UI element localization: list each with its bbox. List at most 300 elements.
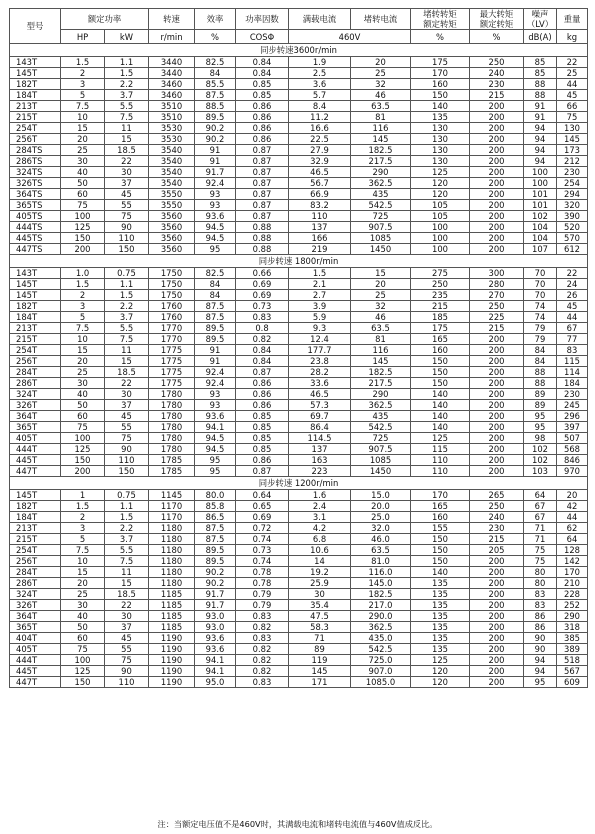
weight-cell: 45 — [557, 90, 588, 101]
power-factor-cell: 0.84 — [236, 68, 289, 79]
weight-cell: 24 — [557, 279, 588, 290]
locked-rotor-current-cell: 20.0 — [351, 501, 411, 512]
header-locked-rotor-current: 堵转电流 — [351, 9, 411, 30]
power-factor-cell: 0.84 — [236, 57, 289, 68]
efficiency-cell: 84 — [195, 68, 236, 79]
noise-cell: 88 — [524, 367, 557, 378]
table-row — [10, 356, 588, 367]
model-cell: 213T — [10, 523, 61, 534]
kw-cell: 11 — [105, 345, 149, 356]
speed-cell: 1780 — [149, 444, 195, 455]
hp-cell: 20 — [61, 578, 105, 589]
max-torque-cell: 215 — [470, 90, 524, 101]
noise-cell: 79 — [524, 323, 557, 334]
power-factor-cell: 0.82 — [236, 622, 289, 633]
efficiency-cell: 89.5 — [195, 112, 236, 123]
table-row — [10, 145, 588, 156]
efficiency-cell: 93 — [195, 200, 236, 211]
kw-cell: 45 — [105, 411, 149, 422]
kw-cell: 75 — [105, 211, 149, 222]
kw-cell: 5.5 — [105, 323, 149, 334]
model-cell: 444T — [10, 444, 61, 455]
speed-cell: 3510 — [149, 101, 195, 112]
kw-cell: 18.5 — [105, 367, 149, 378]
speed-cell: 1190 — [149, 655, 195, 666]
power-factor-cell: 0.86 — [236, 112, 289, 123]
locked-rotor-current-cell: 362.5 — [351, 400, 411, 411]
locked-rotor-torque-cell: 135 — [411, 589, 470, 600]
hp-cell: 20 — [61, 134, 105, 145]
noise-cell: 85 — [524, 68, 557, 79]
table-row — [10, 156, 588, 167]
kw-cell: 45 — [105, 633, 149, 644]
efficiency-cell: 91.7 — [195, 589, 236, 600]
full-load-current-cell: 8.4 — [289, 101, 351, 112]
locked-rotor-torque-cell: 140 — [411, 422, 470, 433]
noise-cell: 83 — [524, 600, 557, 611]
locked-rotor-torque-cell: 185 — [411, 312, 470, 323]
kw-cell: 75 — [105, 433, 149, 444]
locked-rotor-current-cell: 81 — [351, 334, 411, 345]
locked-rotor-current-cell: 116 — [351, 345, 411, 356]
model-cell: 182T — [10, 79, 61, 90]
max-torque-cell: 200 — [470, 589, 524, 600]
table-row — [10, 90, 588, 101]
max-torque-cell: 200 — [470, 644, 524, 655]
table-row — [10, 411, 588, 422]
full-load-current-cell: 28.2 — [289, 367, 351, 378]
hp-cell: 125 — [61, 222, 105, 233]
noise-cell: 101 — [524, 200, 557, 211]
weight-cell: 230 — [557, 167, 588, 178]
unit-noise: dB(A) — [524, 30, 557, 44]
noise-cell: 90 — [524, 644, 557, 655]
locked-rotor-torque-cell: 235 — [411, 290, 470, 301]
full-load-current-cell: 35.4 — [289, 600, 351, 611]
noise-cell: 94 — [524, 134, 557, 145]
full-load-current-cell: 12.4 — [289, 334, 351, 345]
max-torque-cell: 200 — [470, 112, 524, 123]
table-row — [10, 455, 588, 466]
table-row — [10, 167, 588, 178]
table-row — [10, 444, 588, 455]
full-load-current-cell: 114.5 — [289, 433, 351, 444]
hp-cell: 40 — [61, 611, 105, 622]
header-efficiency: 效率 — [195, 9, 236, 30]
locked-rotor-torque-cell: 140 — [411, 411, 470, 422]
full-load-current-cell: 86.4 — [289, 422, 351, 433]
efficiency-cell: 90.2 — [195, 123, 236, 134]
table-row — [10, 644, 588, 655]
noise-cell: 67 — [524, 512, 557, 523]
full-load-current-cell: 71 — [289, 633, 351, 644]
locked-rotor-current-cell: 46 — [351, 312, 411, 323]
max-torque-cell: 200 — [470, 567, 524, 578]
hp-cell: 60 — [61, 633, 105, 644]
efficiency-cell: 91.7 — [195, 167, 236, 178]
noise-cell: 84 — [524, 356, 557, 367]
noise-cell: 80 — [524, 567, 557, 578]
hp-cell: 15 — [61, 567, 105, 578]
table-row — [10, 211, 588, 222]
unit-cos-phi: COSΦ — [236, 30, 289, 44]
speed-cell: 3560 — [149, 211, 195, 222]
noise-cell: 103 — [524, 466, 557, 477]
power-factor-cell: 0.87 — [236, 211, 289, 222]
efficiency-cell: 94.5 — [195, 222, 236, 233]
weight-cell: 128 — [557, 545, 588, 556]
hp-cell: 40 — [61, 389, 105, 400]
max-torque-cell: 200 — [470, 101, 524, 112]
weight-cell: 173 — [557, 145, 588, 156]
table-row — [10, 677, 588, 688]
locked-rotor-current-cell: 25 — [351, 290, 411, 301]
hp-cell: 25 — [61, 145, 105, 156]
noise-cell: 94 — [524, 666, 557, 677]
unit-hp: HP — [61, 30, 105, 44]
table-row — [10, 189, 588, 200]
locked-rotor-torque-cell: 140 — [411, 389, 470, 400]
locked-rotor-torque-cell: 175 — [411, 57, 470, 68]
max-torque-cell: 200 — [470, 134, 524, 145]
power-factor-cell: 0.85 — [236, 411, 289, 422]
locked-rotor-torque-cell: 120 — [411, 677, 470, 688]
weight-cell: 252 — [557, 600, 588, 611]
kw-cell: 7.5 — [105, 334, 149, 345]
efficiency-cell: 94.5 — [195, 233, 236, 244]
model-cell: 143T — [10, 57, 61, 68]
model-cell: 215T — [10, 112, 61, 123]
full-load-current-cell: 46.5 — [289, 389, 351, 400]
hp-cell: 200 — [61, 244, 105, 255]
weight-cell: 26 — [557, 290, 588, 301]
full-load-current-cell: 1.5 — [289, 268, 351, 279]
model-cell: 143T — [10, 268, 61, 279]
kw-cell: 150 — [105, 244, 149, 255]
efficiency-cell: 90.2 — [195, 134, 236, 145]
kw-cell: 22 — [105, 378, 149, 389]
max-torque-cell: 240 — [470, 512, 524, 523]
locked-rotor-torque-cell: 150 — [411, 90, 470, 101]
locked-rotor-torque-cell: 110 — [411, 466, 470, 477]
weight-cell: 115 — [557, 356, 588, 367]
weight-cell: 570 — [557, 233, 588, 244]
kw-cell: 3.7 — [105, 90, 149, 101]
kw-cell: 18.5 — [105, 589, 149, 600]
kw-cell: 30 — [105, 167, 149, 178]
hp-cell: 50 — [61, 178, 105, 189]
locked-rotor-current-cell: 182.5 — [351, 589, 411, 600]
max-torque-cell: 200 — [470, 655, 524, 666]
locked-rotor-torque-cell: 100 — [411, 222, 470, 233]
model-cell: 405T — [10, 433, 61, 444]
hp-cell: 7.5 — [61, 101, 105, 112]
speed-cell: 1760 — [149, 301, 195, 312]
locked-rotor-current-cell: 290 — [351, 167, 411, 178]
table-row — [10, 501, 588, 512]
power-factor-cell: 0.87 — [236, 466, 289, 477]
locked-rotor-torque-cell: 160 — [411, 345, 470, 356]
max-torque-cell: 200 — [470, 345, 524, 356]
locked-rotor-current-cell: 217.0 — [351, 600, 411, 611]
table-row — [10, 345, 588, 356]
noise-cell: 89 — [524, 389, 557, 400]
table-row — [10, 655, 588, 666]
kw-cell: 110 — [105, 233, 149, 244]
hp-cell: 75 — [61, 200, 105, 211]
kw-cell: 37 — [105, 178, 149, 189]
hp-cell: 2 — [61, 290, 105, 301]
efficiency-cell: 91 — [195, 145, 236, 156]
kw-cell: 2.2 — [105, 523, 149, 534]
speed-cell: 3540 — [149, 178, 195, 189]
hp-cell: 7.5 — [61, 323, 105, 334]
locked-rotor-torque-cell: 130 — [411, 145, 470, 156]
locked-rotor-current-cell: 362.5 — [351, 622, 411, 633]
model-cell: 324TS — [10, 167, 61, 178]
hp-cell: 25 — [61, 367, 105, 378]
efficiency-cell: 89.5 — [195, 334, 236, 345]
kw-cell: 2.2 — [105, 79, 149, 90]
power-factor-cell: 0.86 — [236, 378, 289, 389]
speed-cell: 3540 — [149, 145, 195, 156]
hp-cell: 60 — [61, 411, 105, 422]
kw-cell: 11 — [105, 567, 149, 578]
table-row — [10, 101, 588, 112]
table-row — [10, 611, 588, 622]
speed-cell: 1760 — [149, 312, 195, 323]
unit-rpm: r/min — [149, 30, 195, 44]
weight-cell: 170 — [557, 567, 588, 578]
power-factor-cell: 0.64 — [236, 490, 289, 501]
noise-cell: 98 — [524, 433, 557, 444]
power-factor-cell: 0.86 — [236, 455, 289, 466]
full-load-current-cell: 110 — [289, 211, 351, 222]
speed-cell: 1145 — [149, 490, 195, 501]
hp-cell: 3 — [61, 523, 105, 534]
max-torque-cell: 240 — [470, 68, 524, 79]
table-row — [10, 622, 588, 633]
model-cell: 213T — [10, 101, 61, 112]
noise-cell: 74 — [524, 301, 557, 312]
kw-cell: 55 — [105, 644, 149, 655]
table-row — [10, 222, 588, 233]
efficiency-cell: 90.2 — [195, 578, 236, 589]
section-header-row — [10, 255, 588, 268]
efficiency-cell: 89.5 — [195, 556, 236, 567]
weight-cell: 390 — [557, 211, 588, 222]
weight-cell: 77 — [557, 334, 588, 345]
noise-cell: 89 — [524, 400, 557, 411]
locked-rotor-current-cell: 907.5 — [351, 222, 411, 233]
max-torque-cell: 200 — [470, 422, 524, 433]
noise-cell: 95 — [524, 411, 557, 422]
speed-cell: 1180 — [149, 556, 195, 567]
max-torque-cell: 200 — [470, 200, 524, 211]
efficiency-cell: 92.4 — [195, 178, 236, 189]
efficiency-cell: 93 — [195, 400, 236, 411]
locked-rotor-current-cell: 32.0 — [351, 523, 411, 534]
hp-cell: 150 — [61, 455, 105, 466]
full-load-current-cell: 3.9 — [289, 301, 351, 312]
kw-cell: 1.5 — [105, 512, 149, 523]
speed-cell: 1190 — [149, 633, 195, 644]
power-factor-cell: 0.69 — [236, 279, 289, 290]
speed-cell: 3510 — [149, 112, 195, 123]
header-rated-power: 额定功率 — [61, 9, 149, 30]
full-load-current-cell: 5.7 — [289, 90, 351, 101]
max-torque-cell: 270 — [470, 290, 524, 301]
power-factor-cell: 0.86 — [236, 101, 289, 112]
unit-efficiency: % — [195, 30, 236, 44]
kw-cell: 110 — [105, 455, 149, 466]
hp-cell: 2 — [61, 512, 105, 523]
speed-cell: 1180 — [149, 545, 195, 556]
table-row — [10, 578, 588, 589]
hp-cell: 100 — [61, 433, 105, 444]
speed-cell: 1180 — [149, 523, 195, 534]
hp-cell: 50 — [61, 400, 105, 411]
model-cell: 286T — [10, 578, 61, 589]
efficiency-cell: 91 — [195, 345, 236, 356]
power-factor-cell: 0.84 — [236, 356, 289, 367]
locked-rotor-torque-cell: 135 — [411, 112, 470, 123]
locked-rotor-current-cell: 46 — [351, 90, 411, 101]
full-load-current-cell: 16.6 — [289, 123, 351, 134]
model-cell: 365T — [10, 422, 61, 433]
weight-cell: 67 — [557, 323, 588, 334]
kw-cell: 0.75 — [105, 490, 149, 501]
table-row — [10, 123, 588, 134]
locked-rotor-current-cell: 25 — [351, 68, 411, 79]
power-factor-cell: 0.88 — [236, 233, 289, 244]
locked-rotor-torque-cell: 125 — [411, 167, 470, 178]
power-factor-cell: 0.86 — [236, 134, 289, 145]
header-speed: 转速 — [149, 9, 195, 30]
locked-rotor-torque-cell: 105 — [411, 211, 470, 222]
table-row — [10, 68, 588, 79]
full-load-current-cell: 177.7 — [289, 345, 351, 356]
weight-cell: 385 — [557, 633, 588, 644]
kw-cell: 22 — [105, 600, 149, 611]
hp-cell: 2 — [61, 68, 105, 79]
speed-cell: 1780 — [149, 400, 195, 411]
locked-rotor-current-cell: 1085.0 — [351, 677, 411, 688]
locked-rotor-current-cell: 435.0 — [351, 633, 411, 644]
efficiency-cell: 95 — [195, 466, 236, 477]
locked-rotor-torque-cell: 130 — [411, 123, 470, 134]
hp-cell: 125 — [61, 666, 105, 677]
model-cell: 184T — [10, 312, 61, 323]
power-factor-cell: 0.86 — [236, 389, 289, 400]
kw-cell: 5.5 — [105, 545, 149, 556]
full-load-current-cell: 137 — [289, 444, 351, 455]
locked-rotor-current-cell: 217.5 — [351, 378, 411, 389]
full-load-current-cell: 166 — [289, 233, 351, 244]
locked-rotor-current-cell: 725.0 — [351, 655, 411, 666]
hp-cell: 150 — [61, 677, 105, 688]
weight-cell: 44 — [557, 79, 588, 90]
full-load-current-cell: 171 — [289, 677, 351, 688]
hp-cell: 1.5 — [61, 57, 105, 68]
speed-cell: 1190 — [149, 644, 195, 655]
speed-cell: 1170 — [149, 512, 195, 523]
power-factor-cell: 0.85 — [236, 90, 289, 101]
max-torque-cell: 200 — [470, 633, 524, 644]
max-torque-cell: 200 — [470, 378, 524, 389]
max-torque-cell: 200 — [470, 123, 524, 134]
kw-cell: 15 — [105, 134, 149, 145]
kw-cell: 1.5 — [105, 290, 149, 301]
speed-cell: 1185 — [149, 600, 195, 611]
kw-cell: 5.5 — [105, 101, 149, 112]
kw-cell: 7.5 — [105, 112, 149, 123]
kw-cell: 90 — [105, 444, 149, 455]
header-noise: 噪声（LV） — [524, 9, 557, 30]
locked-rotor-current-cell: 907.5 — [351, 444, 411, 455]
full-load-current-cell: 2.4 — [289, 501, 351, 512]
efficiency-cell: 93 — [195, 389, 236, 400]
kw-cell: 3.7 — [105, 534, 149, 545]
max-torque-cell: 265 — [470, 490, 524, 501]
noise-cell: 75 — [524, 545, 557, 556]
speed-cell: 1180 — [149, 534, 195, 545]
locked-rotor-current-cell: 362.5 — [351, 178, 411, 189]
hp-cell: 60 — [61, 189, 105, 200]
noise-cell: 107 — [524, 244, 557, 255]
weight-cell: 970 — [557, 466, 588, 477]
efficiency-cell: 80.0 — [195, 490, 236, 501]
locked-rotor-torque-cell: 140 — [411, 101, 470, 112]
max-torque-cell: 230 — [470, 79, 524, 90]
power-factor-cell: 0.65 — [236, 501, 289, 512]
hp-cell: 100 — [61, 211, 105, 222]
kw-cell: 150 — [105, 466, 149, 477]
locked-rotor-current-cell: 542.5 — [351, 200, 411, 211]
header-max-torque: 最大转矩 额定转矩 — [470, 9, 524, 30]
noise-cell: 88 — [524, 378, 557, 389]
locked-rotor-torque-cell: 165 — [411, 501, 470, 512]
locked-rotor-current-cell: 145.0 — [351, 578, 411, 589]
model-cell: 326TS — [10, 178, 61, 189]
weight-cell: 389 — [557, 644, 588, 655]
hp-cell: 40 — [61, 167, 105, 178]
weight-cell: 230 — [557, 389, 588, 400]
noise-cell: 94 — [524, 156, 557, 167]
full-load-current-cell: 25.9 — [289, 578, 351, 589]
locked-rotor-current-cell: 290.0 — [351, 611, 411, 622]
model-cell: 215T — [10, 334, 61, 345]
model-cell: 256T — [10, 556, 61, 567]
full-load-current-cell: 145 — [289, 666, 351, 677]
weight-cell: 145 — [557, 134, 588, 145]
full-load-current-cell: 6.8 — [289, 534, 351, 545]
speed-cell: 1780 — [149, 422, 195, 433]
noise-cell: 100 — [524, 178, 557, 189]
locked-rotor-torque-cell: 120 — [411, 178, 470, 189]
power-factor-cell: 0.74 — [236, 556, 289, 567]
power-factor-cell: 0.87 — [236, 200, 289, 211]
power-factor-cell: 0.8 — [236, 323, 289, 334]
weight-cell: 612 — [557, 244, 588, 255]
locked-rotor-torque-cell: 170 — [411, 490, 470, 501]
efficiency-cell: 93.6 — [195, 644, 236, 655]
noise-cell: 71 — [524, 523, 557, 534]
locked-rotor-torque-cell: 125 — [411, 655, 470, 666]
weight-cell: 62 — [557, 523, 588, 534]
locked-rotor-torque-cell: 160 — [411, 79, 470, 90]
model-cell: 405T — [10, 644, 61, 655]
